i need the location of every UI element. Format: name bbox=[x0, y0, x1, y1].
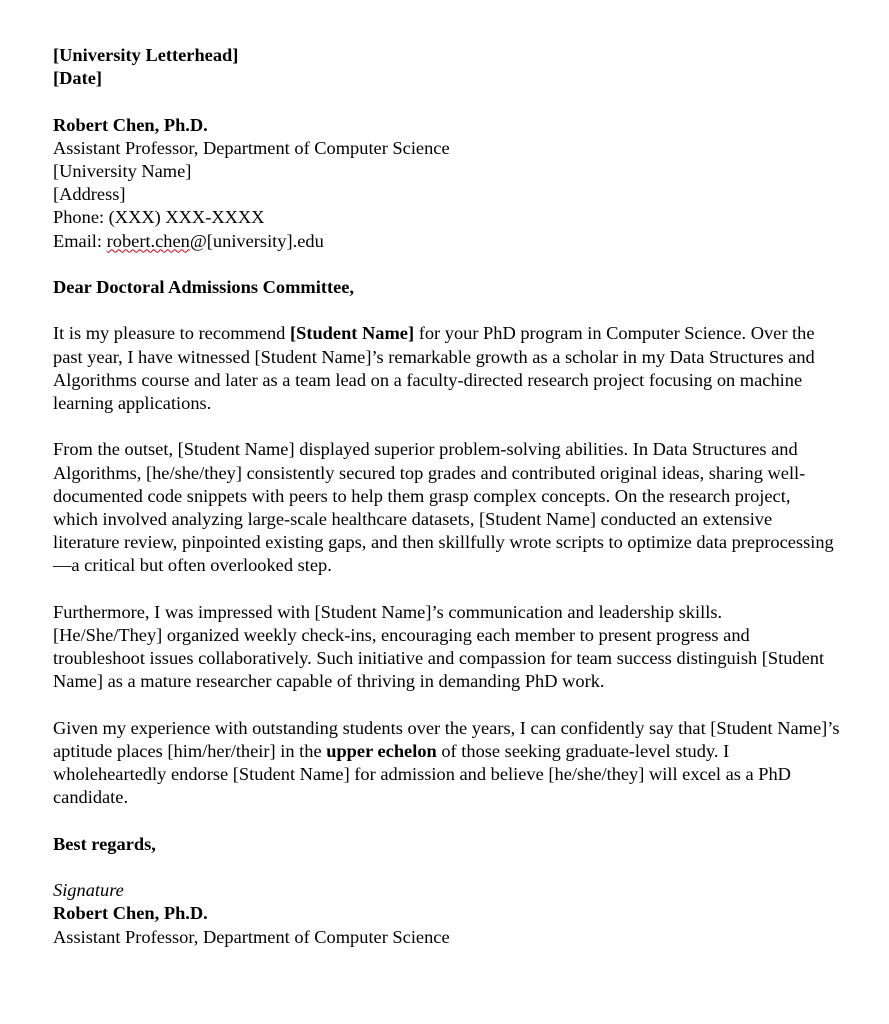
letterhead-placeholder: [University Letterhead] bbox=[53, 45, 239, 65]
closing: Best regards, bbox=[53, 833, 156, 854]
signature-title: Assistant Professor, Department of Computer Science bbox=[53, 926, 450, 947]
sender-block bbox=[53, 114, 853, 253]
salutation: Dear Doctoral Admissions Committee, bbox=[53, 277, 355, 297]
spacer bbox=[53, 578, 853, 601]
email-prefix: Email: bbox=[53, 230, 107, 251]
paragraph-4-bold: upper echelon bbox=[326, 741, 437, 761]
paragraph-1 bbox=[53, 322, 818, 415]
paragraph-4-text-b: of those seeking graduate-level study. I wholeheartedly endorse [Student Name] for admission and believe [he/she/they] will excel as a PhD candidate. bbox=[53, 741, 791, 808]
spacer bbox=[53, 90, 853, 113]
date-placeholder: [Date] bbox=[53, 68, 103, 89]
paragraph-4-text-a: Given my experience with outstanding students over the years, I can confidently say that [Student Name]’s aptitude places [him/her/their] in the bbox=[53, 717, 840, 761]
email-domain: @[university].edu bbox=[189, 230, 324, 251]
paragraph-1-text-b: for your PhD program in Computer Science. Over the past year, I have witnessed [Student Name]’s remarkable growth as a scholar in my Data Structures and Algorithms course and later as a team lead on a faculty-directed research project focusing on machine learning applications. bbox=[53, 323, 815, 413]
sender-university: [University Name] bbox=[53, 161, 192, 181]
paragraph-2: From the outset, [Student Name] displayed superior problem-solving abilities. In Data Structures and Algorithms, [he/she/they] consistently secured top grades and contributed original ideas, sharing well-documented code snippets with peers to help them grasp complex concepts. On the research project, which involved analyzing large-scale healthcare datasets, [Student Name] conducted an extensive literature review, pinpointed existing gaps, and then skillfully wrote scripts to optimize data preprocessing—a critical but often overlooked step. bbox=[53, 439, 834, 576]
sender-email bbox=[53, 230, 853, 253]
spacer bbox=[53, 253, 853, 276]
sender-title: Assistant Professor, Department of Computer Science bbox=[53, 137, 450, 158]
spacer bbox=[53, 299, 853, 322]
spacer bbox=[53, 694, 853, 717]
sender-phone: Phone: (XXX) XXX-XXXX bbox=[53, 207, 265, 228]
paragraph-1-bold: [Student Name] bbox=[289, 323, 415, 344]
signature-name: Robert Chen, Ph.D. bbox=[53, 903, 208, 924]
sender-address: [Address] bbox=[53, 184, 126, 205]
signature-label: Signature bbox=[53, 880, 124, 901]
letter-document bbox=[53, 44, 853, 949]
sender-name: Robert Chen, Ph.D. bbox=[53, 114, 208, 135]
spacer bbox=[53, 415, 853, 438]
spacer bbox=[53, 810, 853, 833]
signature-block bbox=[53, 879, 853, 949]
paragraph-4 bbox=[53, 717, 843, 810]
email-user-misspelled: robert.chen bbox=[106, 230, 190, 251]
spacer bbox=[53, 856, 853, 879]
paragraph-3: Furthermore, I was impressed with [Student Name]’s communication and leadership skills. [He/She/They] organized weekly check-ins, encouraging each member to present progress and troubleshoot issues collaboratively. Such initiative and compassion for team success distinguish [Student Name] as a mature researcher capable of thriving in demanding PhD work. bbox=[53, 601, 825, 692]
paragraph-1-text-a: It is my pleasure to recommend bbox=[53, 323, 290, 344]
